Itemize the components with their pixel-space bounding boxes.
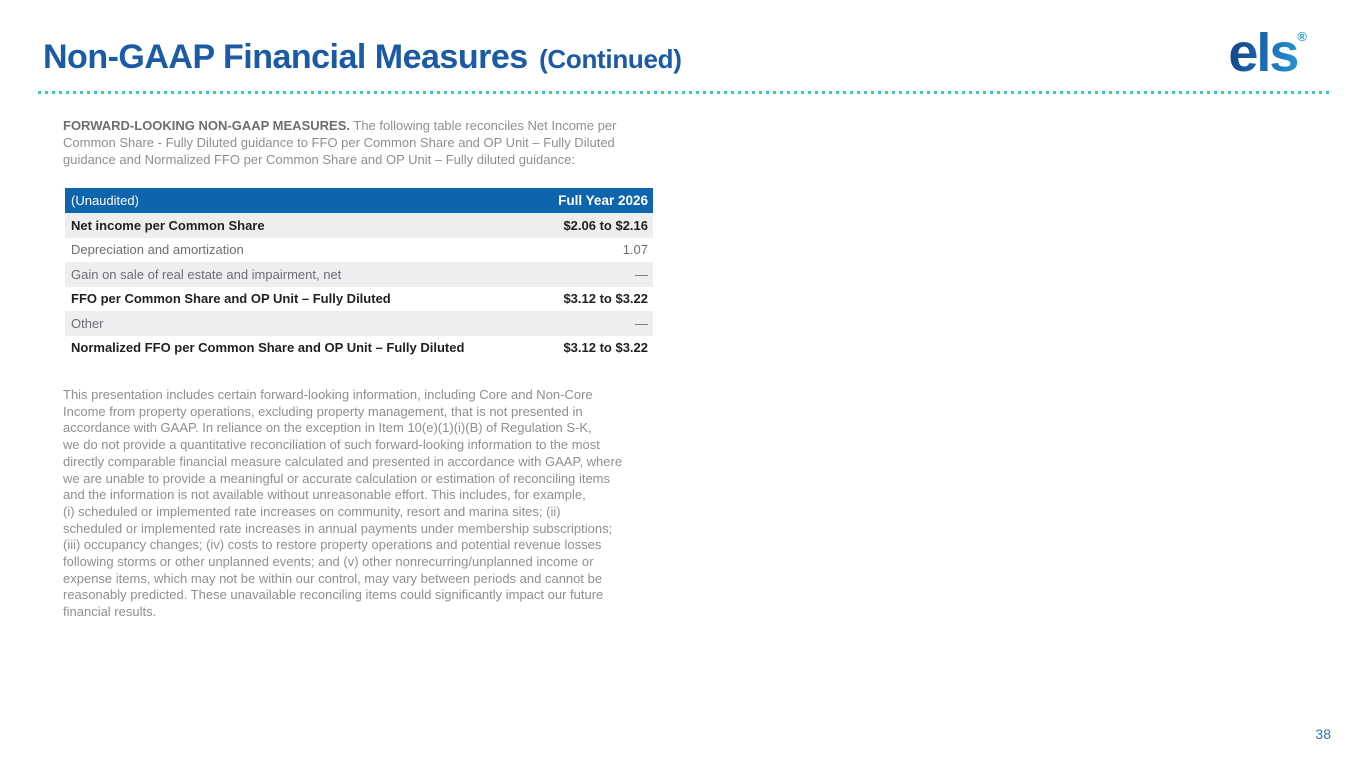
row-value: — (635, 266, 648, 282)
registered-mark: ® (1297, 29, 1307, 44)
row-label: Gain on sale of real estate and impairment, net (71, 266, 342, 282)
page-title (43, 38, 682, 77)
row-label: Normalized FFO per Common Share and OP Unit – Fully Diluted (71, 340, 465, 356)
table-row (65, 311, 653, 336)
table-header-right: Full Year 2026 (558, 193, 648, 208)
table-header-row (65, 188, 653, 213)
page-title-main: Non-GAAP Financial Measures (43, 38, 528, 76)
table-row (65, 262, 653, 287)
intro-lead: FORWARD-LOOKING NON-GAAP MEASURES. (63, 118, 350, 133)
row-value: $3.12 to $3.22 (563, 340, 648, 356)
table-row (65, 238, 653, 263)
table-row (65, 213, 653, 238)
guidance-table (65, 188, 653, 360)
row-value: 1.07 (622, 242, 648, 258)
row-value: $3.12 to $3.22 (563, 291, 648, 307)
page-title-suffix: (Continued) (539, 44, 682, 74)
page-number: 38 (1315, 726, 1331, 742)
table-header-left: (Unaudited) (71, 193, 139, 208)
row-value: — (635, 315, 648, 331)
row-value: $2.06 to $2.16 (563, 217, 648, 233)
row-label: Other (71, 315, 104, 331)
els-logo: els® (1228, 23, 1307, 83)
dotted-divider (38, 91, 1330, 94)
row-label: Net income per Common Share (71, 217, 265, 233)
table-row (65, 336, 653, 361)
row-label: Depreciation and amortization (71, 242, 244, 258)
intro-text: The following table reconciles Net Income per Common Share - Fully Diluted guidance to FFO per Common Share and OP Unit – Fully Diluted guidance and Normalized FFO per Common Share and OP Unit – Fully diluted guidance: (63, 118, 617, 167)
disclosure-paragraph: This presentation includes certain forward-looking information, including Core and Non-Core Income from property operations, excluding property management, that is not presented in accordance with GAAP. In reliance on the exception in Item 10(e)(1)(i)(B) of Regulation S-K, we do not provide a quantitative reconciliation of such forward-looking information to the most directly comparable financial measure calculated and presented in accordance with GAAP, where we are unable to provide a meaningful or accurate calculation or estimation of reconciling items and the information is not available without unreasonable effort. This includes, for example, (i) scheduled or implemented rate increases on community, resort and marina sites; (ii) scheduled or implemented rate increases in annual payments under membership subscriptions; (iii) occupancy changes; (iv) costs to restore property operations and potential revenue losses following storms or other unplanned events; and (v) other nonrecurring/unplanned income or expense items, which may not be within our control, may vary between periods and cannot be reasonably predicted. These unavailable reconciling items could significantly impact our future financial results. (63, 387, 623, 620)
row-label: FFO per Common Share and OP Unit – Fully Diluted (71, 291, 391, 307)
intro-paragraph (63, 118, 663, 168)
table-row (65, 287, 653, 312)
